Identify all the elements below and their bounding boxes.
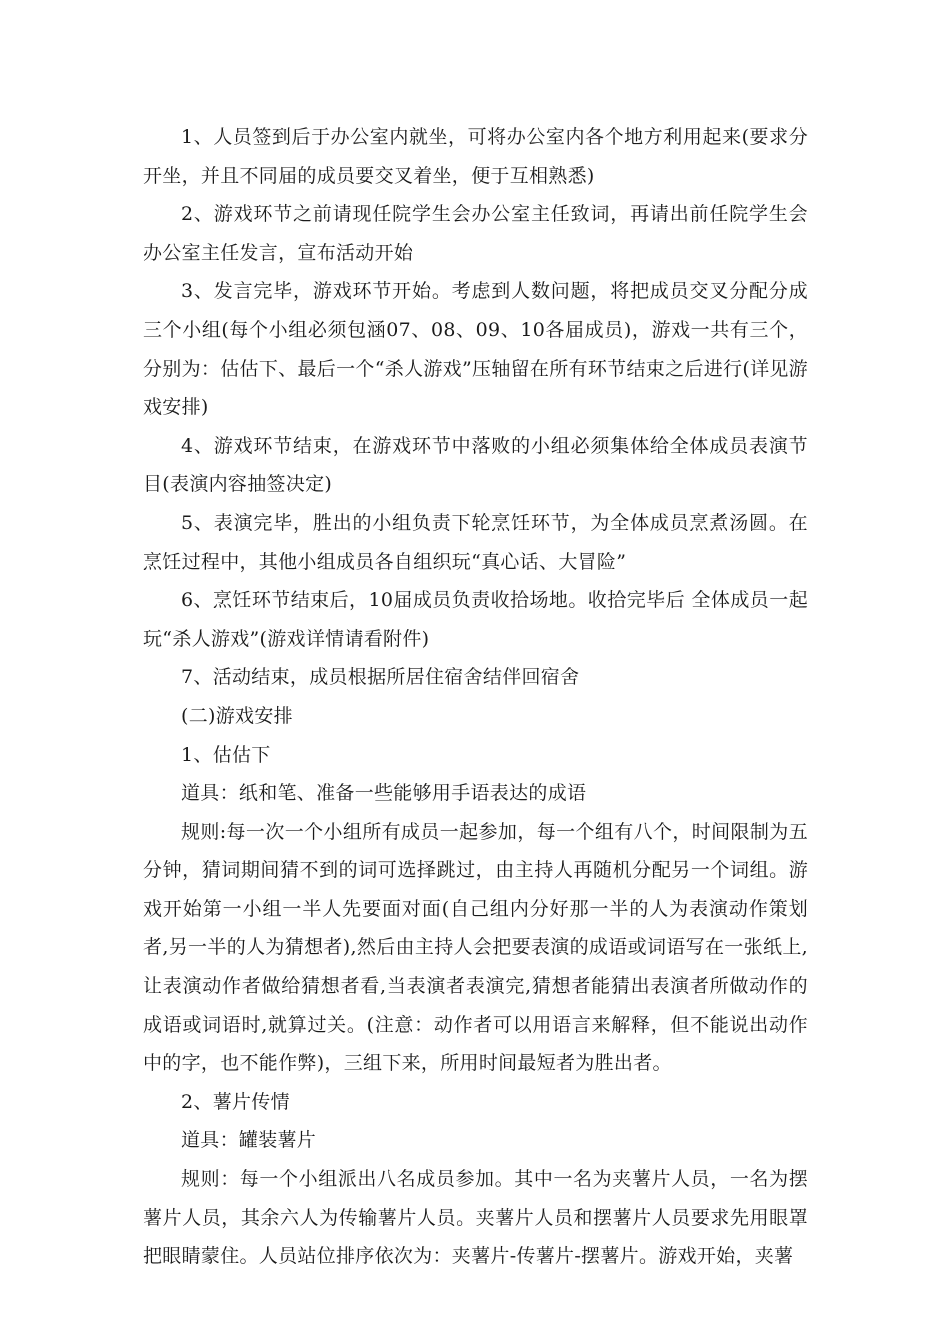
game-rules-guess: 规则:每一次一个小组所有成员一起参加，每一个组有八个，时间限制为五分钟，猜词期间猜不到的词可选择跳过，由主持人再随机分配另一个词组。游戏开始第一小组一半人先要面对面(自己组内分好那一半的人为表演动作策划者,另一半的人为猜想者),然后由主持人会把要表演的成语或词语写在一张纸上,让表演动作者做给猜想者看,当表演者表演完,猜想者能猜出表演者所做动作的成语或词语时,就算过关。(注意：动作者可以用语言来解释，但不能说出动作中的字，也不能作弊)，三组下来，所用时间最短者为胜出者。: [143, 820, 808, 1075]
paragraph-item-5: 5、表演完毕，胜出的小组负责下轮烹饪环节，为全体成员烹煮汤圆。在烹饪过程中，其他小组成员各自组织玩“真心话、大冒险”: [143, 511, 808, 573]
game-rules-chips: 规则：每一个小组派出八名成员参加。其中一名为夹薯片人员，一名为摆薯片人员，其余六人为传输薯片人员。夹薯片人员和摆薯片人员要求先用眼罩把眼睛蒙住。人员站位排序依次为：夹薯片-传薯片-摆薯片。游戏开始，夹薯: [143, 1168, 808, 1268]
paragraph-item-1: 1、人员签到后于办公室内就坐，可将办公室内各个地方利用起来(要求分开坐，并且不同届的成员要交叉着坐，便于互相熟悉): [143, 126, 808, 187]
section-heading-game-arrangement: (二)游戏安排: [181, 704, 293, 727]
paragraph-item-2: 2、游戏环节之前请现任院学生会办公室主任致词，再请出前任院学生会办公室主任发言，宣布活动开始: [143, 203, 808, 264]
game-title-chips: 2、薯片传情: [181, 1090, 290, 1113]
game-title-guess: 1、估估下: [181, 743, 271, 766]
paragraph-item-4: 4、游戏环节结束，在游戏环节中落败的小组必须集体给全体成员表演节目(表演内容抽签决定): [143, 434, 808, 496]
paragraph-item-6: 6、烹饪环节结束后，10届成员负责收拾场地。收拾完毕后 全体成员一起玩“杀人游戏”(游戏详情请看附件): [143, 589, 808, 650]
game-props-chips: 道具：罐装薯片: [181, 1129, 317, 1152]
paragraph-item-7: 7、活动结束，成员根据所居住宿舍结伴回宿舍: [181, 666, 580, 689]
document-body: [143, 118, 808, 1276]
paragraph-item-3: 3、发言完毕，游戏环节开始。考虑到人数问题，将把成员交叉分配分成三个小组(每个小组必须包涵07、08、09、10各届成员)，游戏一共有三个，分别为：估估下、最后一个“杀人游戏”压轴留在所有环节结束之后进行(详见游戏安排): [143, 280, 808, 419]
game-props-guess: 道具：纸和笔、准备一些能够用手语表达的成语: [181, 782, 587, 805]
